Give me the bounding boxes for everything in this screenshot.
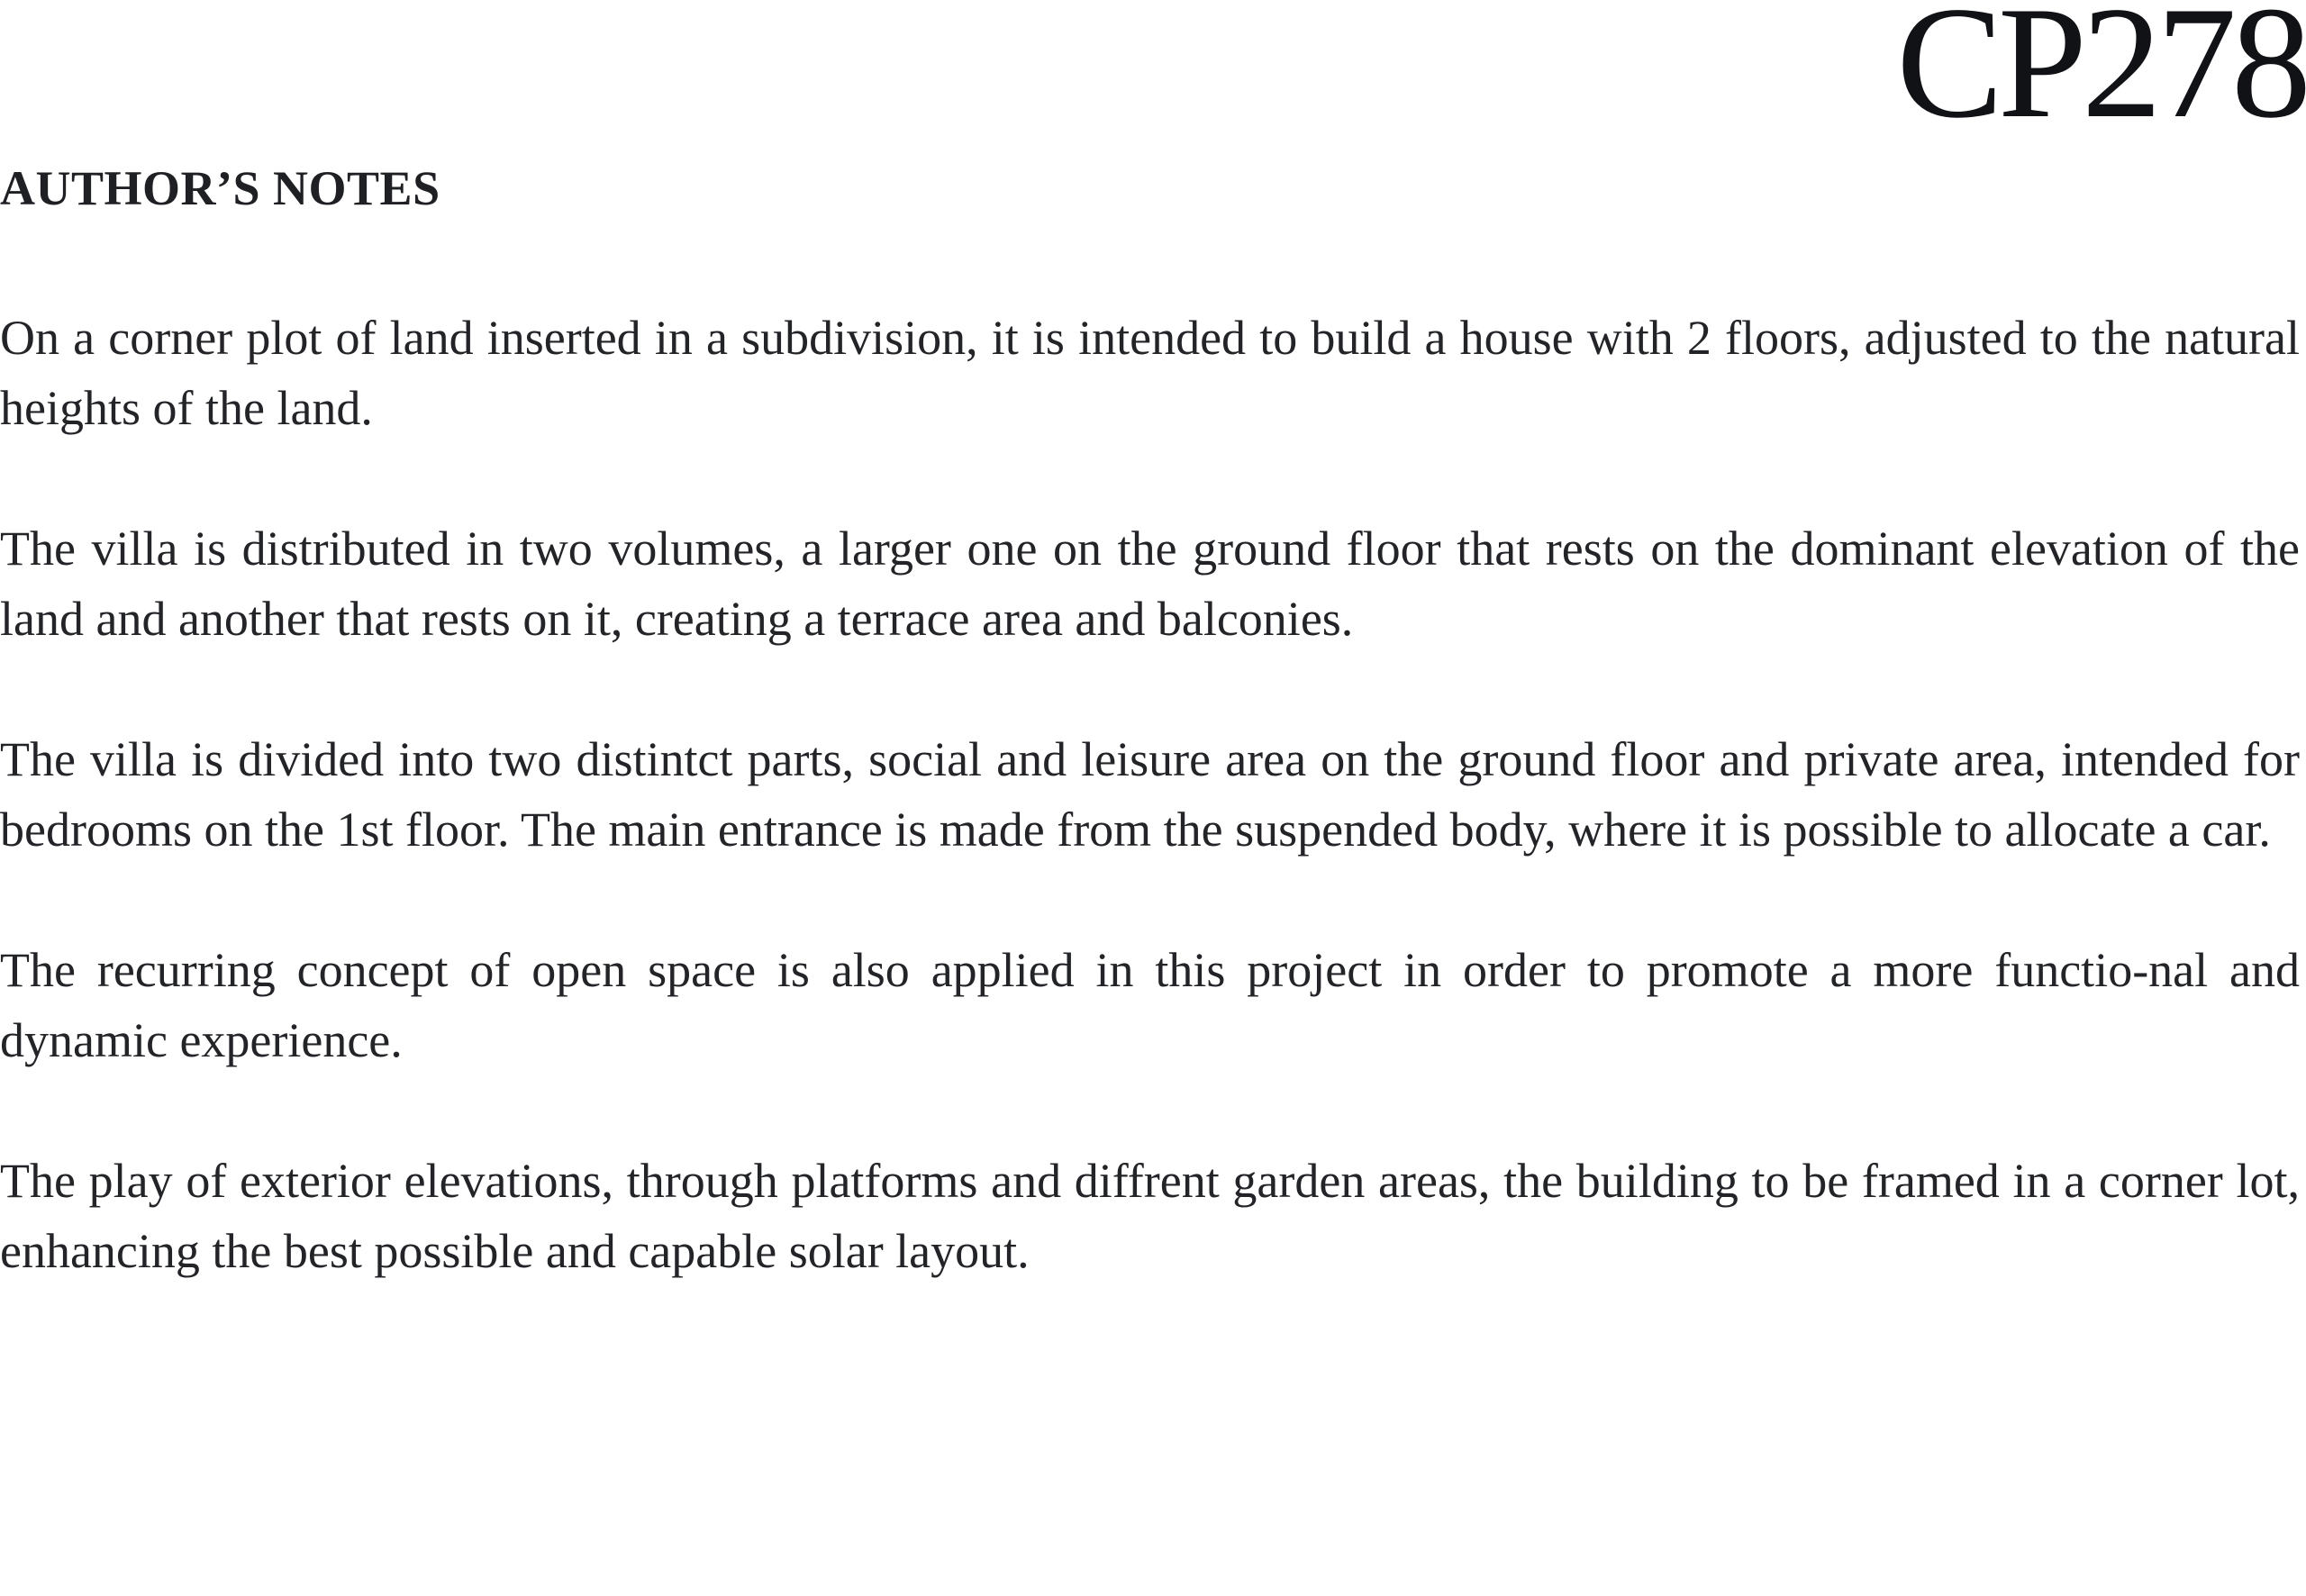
project-code: CP278: [1896, 0, 2306, 151]
section-heading: AUTHOR’S NOTES: [0, 161, 440, 215]
paragraph-division: The villa is divided into two distintct parts, social and leisure area on the ground floor and private area, intended for bedrooms on the 1st floor. The main entrance is made from the suspended body, where it is possible to allocate a car.: [0, 732, 2300, 857]
paragraph-elevations: The play of exterior elevations, through platforms and diffrent garden areas, the building to be framed in a corner lot, enhancing the best possible and capable solar layout.: [0, 1154, 2300, 1278]
paragraph-site: On a corner plot of land inserted in a subdivision, it is intended to build a house with 2 floors, adjusted to the natural heights of the land.: [0, 311, 2300, 435]
notes-body: [0, 303, 2300, 1286]
paragraph-volumes: The villa is distributed in two volumes, a larger one on the ground floor that rests on the dominant elevation of the land and another that rests on it, creating a terrace area and balconies.: [0, 521, 2300, 646]
paragraph-open-space: The recurring concept of open space is also applied in this project in order to promote a more functio-nal and dynamic experience.: [0, 943, 2300, 1067]
